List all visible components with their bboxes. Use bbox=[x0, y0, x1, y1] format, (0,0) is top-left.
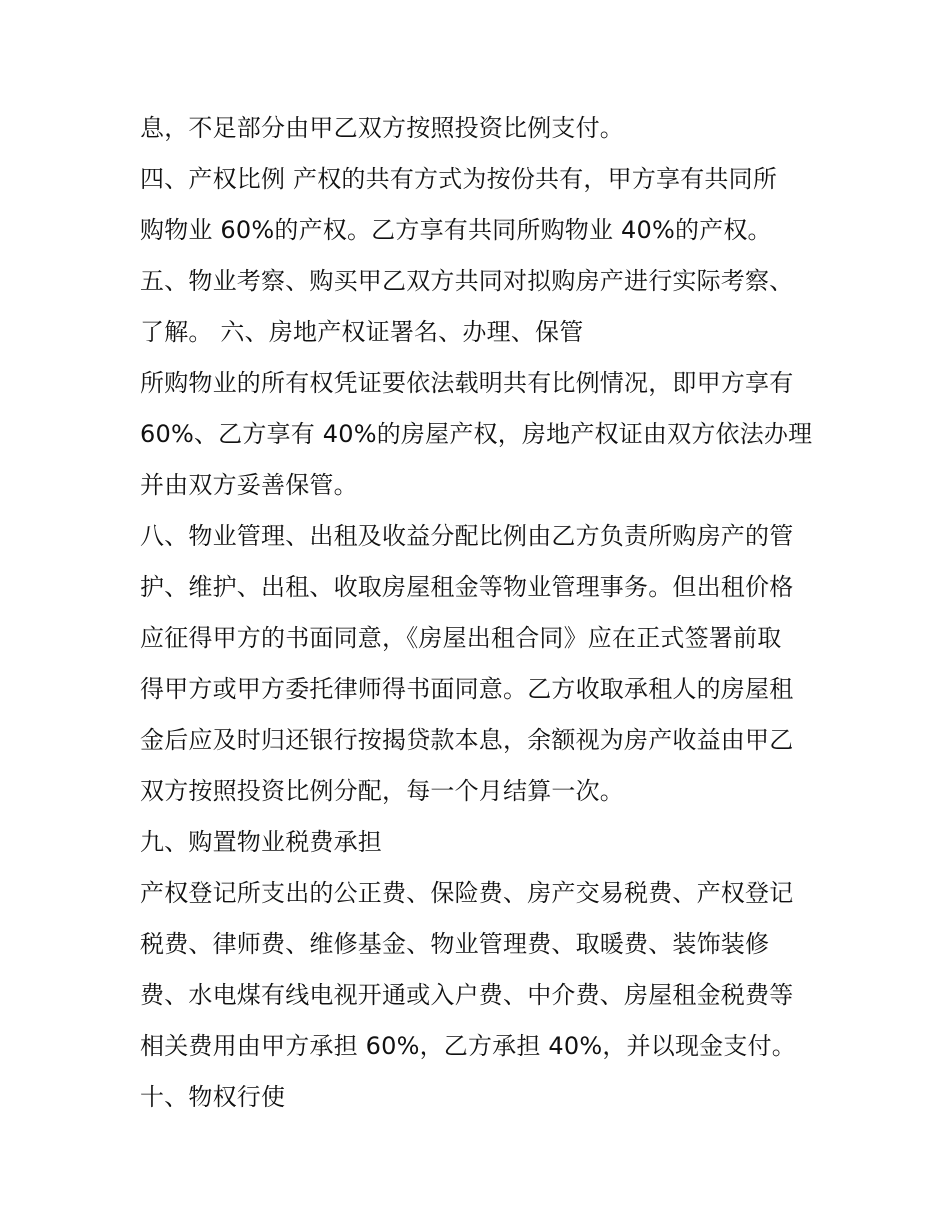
text-line: 九、购置物业税费承担 bbox=[140, 828, 382, 856]
text-line: 护、维护、出租、收取房屋租金等物业管理事务。但出租价格 bbox=[140, 573, 794, 601]
text-line: 60%、乙方享有 40%的房屋产权，房地产权证由双方依法办理 bbox=[140, 420, 813, 448]
text-line: 并由双方妥善保管。 bbox=[140, 471, 358, 499]
text-line: 了解。 六、房地产权证署名、办理、保管 bbox=[140, 318, 584, 346]
text-line: 四、产权比例 产权的共有方式为按份共有，甲方享有共同所 bbox=[140, 165, 778, 193]
text-line: 购物业 60%的产权。乙方享有共同所购物业 40%的产权。 bbox=[140, 216, 772, 244]
text-line: 金后应及时归还银行按揭贷款本息，余额视为房产收益由甲乙 bbox=[140, 726, 794, 754]
text-line: 十、物权行使 bbox=[140, 1083, 286, 1111]
text-line: 八、物业管理、出租及收益分配比例由乙方负责所购房产的管 bbox=[140, 522, 794, 550]
text-line: 息，不足部分由甲乙双方按照投资比例支付。 bbox=[140, 114, 624, 142]
text-line: 五、物业考察、购买甲乙双方共同对拟购房产进行实际考察、 bbox=[140, 267, 794, 295]
text-line: 得甲方或甲方委托律师得书面同意。乙方收取承租人的房屋租 bbox=[140, 675, 794, 703]
document-body bbox=[140, 103, 830, 1123]
text-line: 相关费用由甲方承担 60%，乙方承担 40%，并以现金支付。 bbox=[140, 1032, 796, 1060]
text-line: 费、水电煤有线电视开通或入户费、中介费、房屋租金税费等 bbox=[140, 981, 794, 1009]
text-line: 双方按照投资比例分配，每一个月结算一次。 bbox=[140, 777, 624, 805]
text-line: 税费、律师费、维修基金、物业管理费、取暖费、装饰装修 bbox=[140, 930, 770, 958]
text-line: 产权登记所支出的公正费、保险费、房产交易税费、产权登记 bbox=[140, 879, 794, 907]
text-line: 应征得甲方的书面同意，《房屋出租合同》应在正式签署前取 bbox=[140, 624, 782, 652]
text-line: 所购物业的所有权凭证要依法载明共有比例情况，即甲方享有 bbox=[140, 369, 794, 397]
